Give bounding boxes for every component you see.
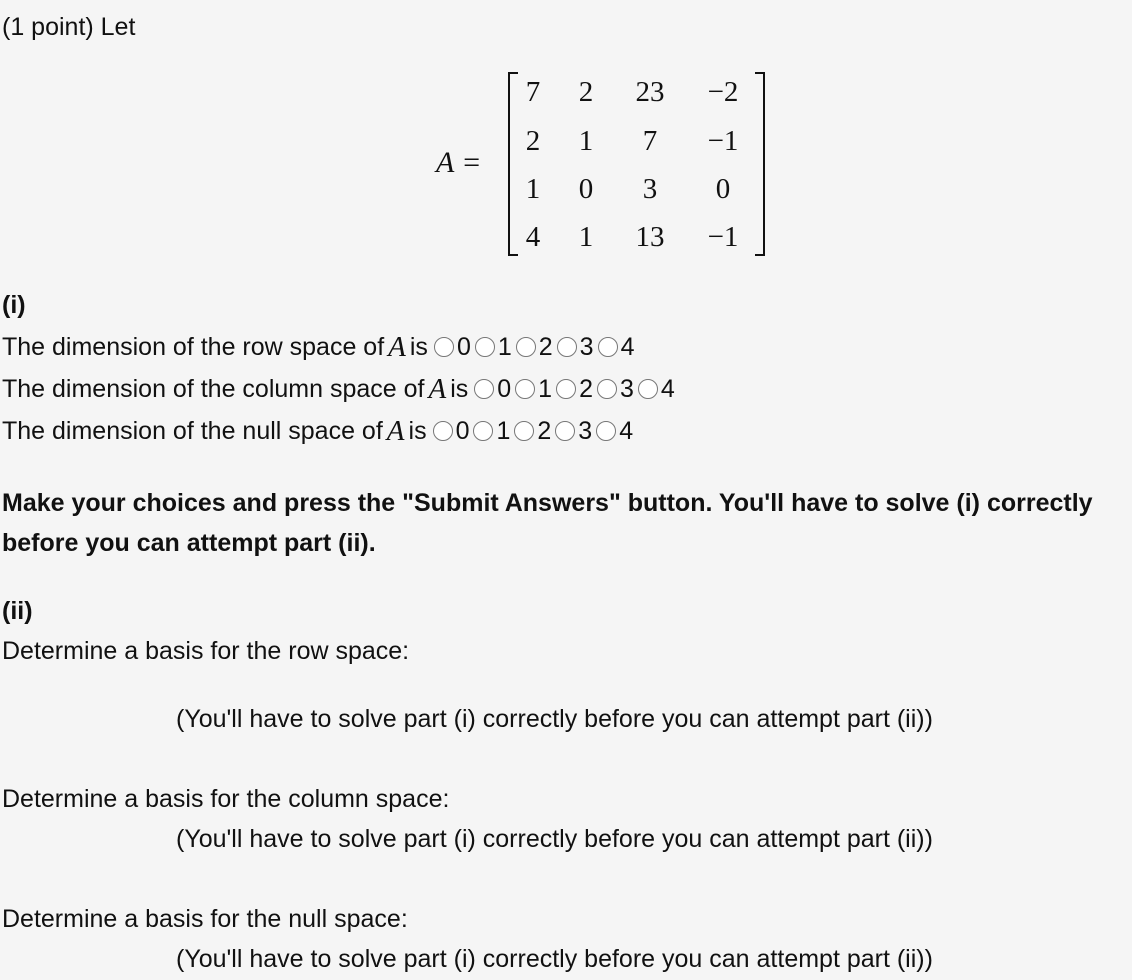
radio-circle[interactable] bbox=[514, 421, 534, 441]
submit-instruction: Make your choices and press the "Submit Answers" button. You'll have to solve (i) correctly before you can attempt part (ii). bbox=[2, 489, 1093, 557]
row-space-option-4[interactable] bbox=[598, 332, 635, 362]
radio-circle[interactable] bbox=[556, 379, 576, 399]
matrix-cell: 2 bbox=[525, 125, 541, 157]
matrix-cell: 13 bbox=[635, 221, 665, 253]
matrix-label bbox=[436, 148, 482, 178]
column-space-option-2[interactable] bbox=[556, 374, 593, 404]
matrix-cell: 2 bbox=[578, 76, 594, 108]
column-basis-locked-message: (You'll have to solve part (i) correctly before you can attempt part (ii)) bbox=[176, 825, 933, 853]
radio-label: 3 bbox=[578, 417, 593, 445]
radio-circle[interactable] bbox=[557, 337, 577, 357]
column-space-option-1[interactable] bbox=[515, 374, 552, 404]
radio-label: 1 bbox=[497, 333, 512, 361]
matrix-cell: 0 bbox=[578, 173, 594, 205]
matrix-cell: 7 bbox=[642, 125, 658, 157]
null-space-option-1[interactable] bbox=[473, 416, 510, 446]
radio-circle[interactable] bbox=[474, 379, 494, 399]
radio-circle[interactable] bbox=[598, 337, 618, 357]
radio-circle[interactable] bbox=[555, 421, 575, 441]
row-basis-prompt: Determine a basis for the row space: bbox=[2, 637, 410, 665]
radio-label: 0 bbox=[455, 417, 470, 445]
radio-circle[interactable] bbox=[433, 421, 453, 441]
radio-circle[interactable] bbox=[597, 379, 617, 399]
question-prefix: The dimension of the null space of bbox=[2, 417, 383, 445]
radio-label: 1 bbox=[538, 375, 553, 403]
column-space-option-4[interactable] bbox=[638, 374, 675, 404]
matrix-cell: 3 bbox=[642, 173, 658, 205]
matrix-cell: 4 bbox=[525, 221, 541, 253]
null-basis-prompt: Determine a basis for the null space: bbox=[2, 905, 408, 933]
null-space-question bbox=[2, 416, 637, 446]
radio-circle[interactable] bbox=[596, 421, 616, 441]
question-variable: A bbox=[428, 373, 447, 405]
matrix-right-bracket bbox=[755, 72, 765, 256]
question-suffix: is bbox=[408, 417, 427, 445]
column-space-option-3[interactable] bbox=[597, 374, 634, 404]
problem-header: (1 point) Let bbox=[2, 13, 136, 41]
null-space-option-0[interactable] bbox=[433, 416, 470, 446]
radio-label: 4 bbox=[620, 333, 635, 361]
radio-label: 3 bbox=[619, 375, 634, 403]
radio-label: 0 bbox=[497, 375, 512, 403]
row-space-question bbox=[2, 332, 638, 362]
matrix-cell: −2 bbox=[707, 76, 739, 108]
radio-label: 3 bbox=[579, 333, 594, 361]
column-space-question bbox=[2, 374, 679, 404]
row-space-option-2[interactable] bbox=[516, 332, 553, 362]
null-space-option-3[interactable] bbox=[555, 416, 592, 446]
matrix-cell: 1 bbox=[578, 125, 594, 157]
question-prefix: The dimension of the row space of bbox=[2, 333, 385, 361]
radio-label: 2 bbox=[537, 417, 552, 445]
radio-label: 4 bbox=[660, 375, 675, 403]
matrix-cell: −1 bbox=[707, 221, 739, 253]
row-space-option-0[interactable] bbox=[434, 332, 471, 362]
radio-circle[interactable] bbox=[434, 337, 454, 357]
null-space-option-4[interactable] bbox=[596, 416, 633, 446]
matrix-cell: 1 bbox=[525, 173, 541, 205]
row-space-option-1[interactable] bbox=[475, 332, 512, 362]
radio-label: 4 bbox=[619, 417, 634, 445]
radio-circle[interactable] bbox=[475, 337, 495, 357]
matrix-left-bracket bbox=[508, 72, 518, 256]
question-variable: A bbox=[388, 331, 406, 363]
row-space-option-3[interactable] bbox=[557, 332, 594, 362]
question-suffix: is bbox=[409, 333, 428, 361]
column-basis-prompt: Determine a basis for the column space: bbox=[2, 785, 450, 813]
radio-circle[interactable] bbox=[473, 421, 493, 441]
part-i-label: (i) bbox=[2, 291, 26, 319]
radio-circle[interactable] bbox=[638, 379, 658, 399]
matrix-cell: −1 bbox=[707, 125, 739, 157]
null-basis-locked-message: (You'll have to solve part (i) correctly before you can attempt part (ii)) bbox=[176, 945, 933, 973]
null-space-option-2[interactable] bbox=[514, 416, 551, 446]
part-ii-label: (ii) bbox=[2, 597, 33, 625]
radio-label: 2 bbox=[538, 333, 553, 361]
matrix-cell: 0 bbox=[715, 173, 731, 205]
question-variable: A bbox=[386, 415, 405, 447]
matrix-cell: 7 bbox=[525, 76, 541, 108]
matrix-label-text: A = bbox=[436, 146, 482, 179]
radio-label: 0 bbox=[456, 333, 471, 361]
radio-circle[interactable] bbox=[516, 337, 536, 357]
matrix-cell: 1 bbox=[578, 221, 594, 253]
radio-label: 2 bbox=[579, 375, 593, 403]
row-basis-locked-message: (You'll have to solve part (i) correctly before you can attempt part (ii)) bbox=[176, 705, 933, 733]
question-prefix: The dimension of the column space of bbox=[2, 375, 425, 403]
question-suffix: is bbox=[450, 375, 469, 403]
column-space-option-0[interactable] bbox=[474, 374, 511, 404]
radio-circle[interactable] bbox=[515, 379, 535, 399]
radio-label: 1 bbox=[496, 417, 511, 445]
matrix-cell: 23 bbox=[635, 76, 665, 108]
